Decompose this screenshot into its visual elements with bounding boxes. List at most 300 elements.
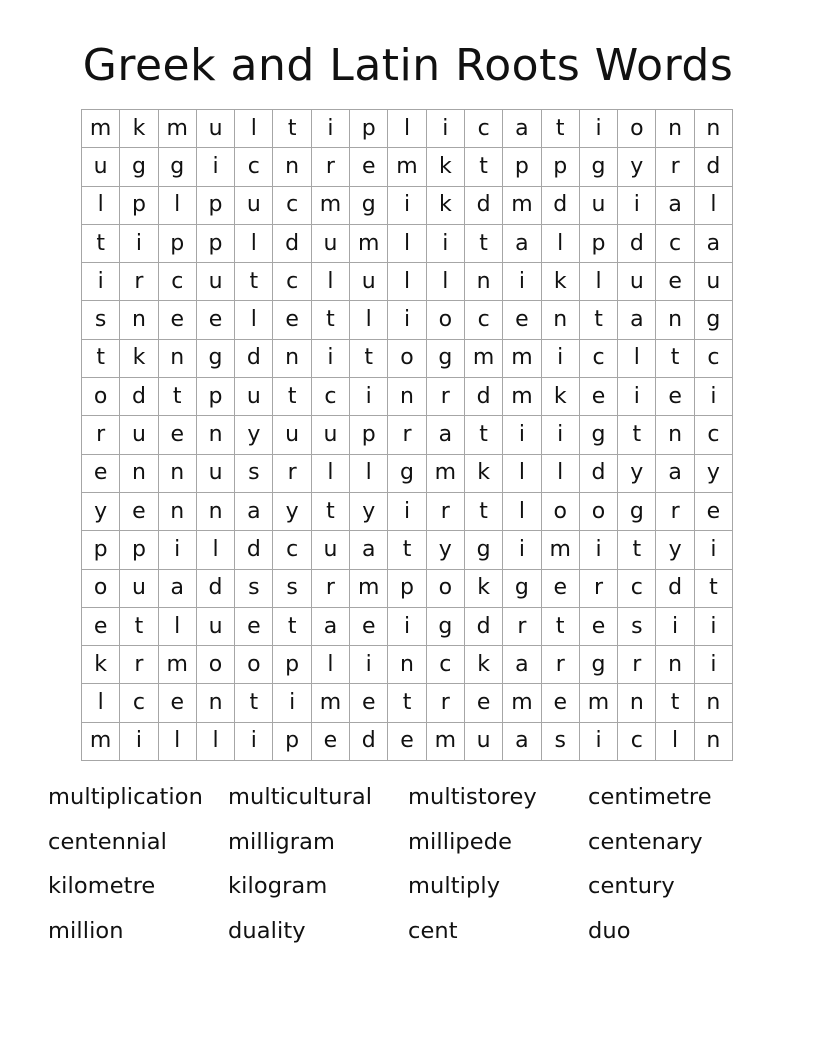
grid-cell[interactable]: r: [312, 570, 350, 608]
grid-cell[interactable]: t: [120, 608, 158, 646]
grid-cell[interactable]: d: [350, 723, 388, 761]
grid-cell[interactable]: g: [618, 493, 656, 531]
grid-cell[interactable]: r: [542, 646, 580, 684]
grid-cell[interactable]: c: [465, 301, 503, 339]
grid-cell[interactable]: i: [427, 110, 465, 148]
grid-cell[interactable]: o: [542, 493, 580, 531]
grid-cell[interactable]: d: [120, 378, 158, 416]
grid-cell[interactable]: i: [388, 608, 426, 646]
grid-cell[interactable]: m: [350, 225, 388, 263]
grid-cell[interactable]: u: [120, 570, 158, 608]
grid-cell[interactable]: d: [695, 148, 733, 186]
grid-cell[interactable]: n: [695, 110, 733, 148]
grid-cell[interactable]: m: [159, 646, 197, 684]
grid-cell[interactable]: o: [427, 301, 465, 339]
grid-cell[interactable]: e: [235, 608, 273, 646]
grid-cell[interactable]: o: [427, 570, 465, 608]
grid-cell[interactable]: d: [235, 531, 273, 569]
grid-cell[interactable]: t: [273, 110, 311, 148]
grid-cell[interactable]: i: [695, 531, 733, 569]
grid-cell[interactable]: l: [695, 187, 733, 225]
grid-cell[interactable]: d: [656, 570, 694, 608]
grid-cell[interactable]: l: [580, 263, 618, 301]
grid-cell[interactable]: r: [82, 416, 120, 454]
grid-cell[interactable]: i: [580, 531, 618, 569]
grid-cell[interactable]: i: [273, 684, 311, 722]
grid-cell[interactable]: l: [312, 646, 350, 684]
grid-cell[interactable]: l: [197, 531, 235, 569]
grid-cell[interactable]: c: [618, 570, 656, 608]
grid-cell[interactable]: o: [235, 646, 273, 684]
grid-cell[interactable]: p: [82, 531, 120, 569]
grid-cell[interactable]: k: [82, 646, 120, 684]
grid-cell[interactable]: n: [120, 455, 158, 493]
grid-cell[interactable]: a: [695, 225, 733, 263]
grid-cell[interactable]: p: [350, 110, 388, 148]
grid-cell[interactable]: e: [159, 416, 197, 454]
grid-cell[interactable]: k: [465, 646, 503, 684]
grid-cell[interactable]: p: [120, 187, 158, 225]
grid-cell[interactable]: i: [427, 225, 465, 263]
grid-cell[interactable]: a: [656, 187, 694, 225]
grid-cell[interactable]: t: [618, 416, 656, 454]
grid-cell[interactable]: e: [388, 723, 426, 761]
grid-cell[interactable]: e: [695, 493, 733, 531]
grid-cell[interactable]: u: [120, 416, 158, 454]
grid-cell[interactable]: k: [542, 263, 580, 301]
grid-cell[interactable]: i: [656, 608, 694, 646]
grid-cell[interactable]: c: [312, 378, 350, 416]
grid-cell[interactable]: g: [503, 570, 541, 608]
grid-cell[interactable]: n: [656, 646, 694, 684]
grid-cell[interactable]: t: [273, 378, 311, 416]
grid-cell[interactable]: e: [350, 148, 388, 186]
grid-cell[interactable]: i: [618, 187, 656, 225]
grid-cell[interactable]: c: [465, 110, 503, 148]
grid-cell[interactable]: n: [695, 723, 733, 761]
grid-cell[interactable]: n: [542, 301, 580, 339]
grid-cell[interactable]: p: [388, 570, 426, 608]
grid-cell[interactable]: c: [273, 263, 311, 301]
grid-cell[interactable]: d: [465, 378, 503, 416]
grid-cell[interactable]: t: [618, 531, 656, 569]
grid-cell[interactable]: g: [580, 148, 618, 186]
grid-cell[interactable]: t: [542, 608, 580, 646]
grid-cell[interactable]: r: [120, 263, 158, 301]
grid-cell[interactable]: a: [159, 570, 197, 608]
grid-cell[interactable]: i: [503, 263, 541, 301]
grid-cell[interactable]: u: [312, 416, 350, 454]
grid-cell[interactable]: l: [159, 187, 197, 225]
grid-cell[interactable]: n: [465, 263, 503, 301]
grid-cell[interactable]: d: [465, 187, 503, 225]
grid-cell[interactable]: e: [82, 455, 120, 493]
grid-cell[interactable]: u: [235, 187, 273, 225]
grid-cell[interactable]: n: [159, 340, 197, 378]
grid-cell[interactable]: i: [388, 187, 426, 225]
grid-cell[interactable]: m: [82, 723, 120, 761]
grid-cell[interactable]: t: [273, 608, 311, 646]
grid-cell[interactable]: m: [580, 684, 618, 722]
grid-cell[interactable]: e: [159, 684, 197, 722]
grid-cell[interactable]: o: [618, 110, 656, 148]
grid-cell[interactable]: y: [82, 493, 120, 531]
word-list-item: duo: [588, 917, 631, 944]
grid-cell[interactable]: e: [580, 378, 618, 416]
grid-cell[interactable]: t: [656, 684, 694, 722]
grid-cell[interactable]: e: [465, 684, 503, 722]
grid-cell[interactable]: p: [273, 646, 311, 684]
grid-cell[interactable]: g: [427, 340, 465, 378]
grid-cell[interactable]: e: [350, 608, 388, 646]
grid-cell[interactable]: p: [197, 187, 235, 225]
grid-cell[interactable]: l: [388, 263, 426, 301]
grid-cell[interactable]: a: [350, 531, 388, 569]
grid-cell[interactable]: p: [197, 225, 235, 263]
grid-cell[interactable]: i: [120, 225, 158, 263]
grid-cell[interactable]: u: [197, 608, 235, 646]
grid-cell[interactable]: a: [312, 608, 350, 646]
grid-cell[interactable]: d: [197, 570, 235, 608]
grid-cell[interactable]: l: [656, 723, 694, 761]
grid-cell[interactable]: n: [656, 301, 694, 339]
grid-cell[interactable]: c: [580, 340, 618, 378]
grid-cell[interactable]: i: [350, 646, 388, 684]
grid-cell[interactable]: e: [542, 570, 580, 608]
grid-cell[interactable]: l: [503, 493, 541, 531]
grid-cell[interactable]: i: [503, 416, 541, 454]
grid-cell[interactable]: c: [120, 684, 158, 722]
grid-cell[interactable]: p: [503, 148, 541, 186]
grid-cell[interactable]: m: [503, 684, 541, 722]
grid-cell[interactable]: l: [159, 608, 197, 646]
grid-cell[interactable]: g: [580, 416, 618, 454]
grid-cell[interactable]: p: [197, 378, 235, 416]
grid-cell[interactable]: i: [350, 378, 388, 416]
word-list-item: centennial: [48, 828, 167, 855]
grid-cell[interactable]: d: [235, 340, 273, 378]
grid-cell[interactable]: g: [427, 608, 465, 646]
grid-cell[interactable]: u: [197, 110, 235, 148]
grid-cell[interactable]: n: [656, 416, 694, 454]
grid-cell[interactable]: a: [427, 416, 465, 454]
grid-cell[interactable]: u: [580, 187, 618, 225]
grid-cell[interactable]: t: [465, 416, 503, 454]
word-list-item: kilometre: [48, 873, 156, 899]
grid-cell[interactable]: l: [197, 723, 235, 761]
grid-cell[interactable]: u: [273, 416, 311, 454]
grid-cell[interactable]: l: [542, 455, 580, 493]
grid-cell[interactable]: k: [427, 187, 465, 225]
grid-cell[interactable]: s: [273, 570, 311, 608]
grid-cell[interactable]: l: [503, 455, 541, 493]
grid-cell[interactable]: u: [695, 263, 733, 301]
grid-cell[interactable]: i: [197, 148, 235, 186]
grid-cell[interactable]: c: [159, 263, 197, 301]
grid-cell[interactable]: m: [82, 110, 120, 148]
grid-cell[interactable]: d: [542, 187, 580, 225]
grid-cell[interactable]: u: [197, 455, 235, 493]
grid-cell[interactable]: t: [465, 148, 503, 186]
grid-cell[interactable]: c: [656, 225, 694, 263]
grid-cell[interactable]: l: [618, 340, 656, 378]
grid-cell[interactable]: k: [120, 340, 158, 378]
grid-cell[interactable]: i: [312, 110, 350, 148]
grid-cell[interactable]: g: [580, 646, 618, 684]
grid-cell[interactable]: g: [197, 340, 235, 378]
grid-cell[interactable]: l: [312, 263, 350, 301]
grid-cell[interactable]: l: [235, 110, 273, 148]
grid-cell[interactable]: y: [427, 531, 465, 569]
grid-cell[interactable]: l: [312, 455, 350, 493]
grid-cell[interactable]: r: [503, 608, 541, 646]
grid-cell[interactable]: n: [273, 148, 311, 186]
grid-cell[interactable]: g: [159, 148, 197, 186]
grid-cell[interactable]: m: [542, 531, 580, 569]
grid-cell[interactable]: e: [580, 608, 618, 646]
grid-cell[interactable]: t: [465, 225, 503, 263]
grid-cell[interactable]: y: [656, 531, 694, 569]
grid-cell[interactable]: p: [273, 723, 311, 761]
grid-cell[interactable]: e: [350, 684, 388, 722]
grid-cell[interactable]: c: [273, 187, 311, 225]
word-list-item: centenary: [588, 828, 703, 855]
grid-cell[interactable]: l: [350, 301, 388, 339]
grid-cell[interactable]: n: [388, 378, 426, 416]
word-list-item: century: [588, 873, 675, 899]
grid-cell[interactable]: n: [197, 684, 235, 722]
grid-cell[interactable]: s: [82, 301, 120, 339]
grid-cell[interactable]: y: [350, 493, 388, 531]
grid-cell[interactable]: e: [120, 493, 158, 531]
grid-cell[interactable]: u: [82, 148, 120, 186]
grid-cell[interactable]: e: [273, 301, 311, 339]
grid-cell[interactable]: r: [427, 684, 465, 722]
grid-cell[interactable]: p: [580, 225, 618, 263]
grid-cell[interactable]: l: [350, 455, 388, 493]
grid-cell[interactable]: l: [82, 684, 120, 722]
grid-cell[interactable]: s: [618, 608, 656, 646]
grid-cell[interactable]: o: [82, 570, 120, 608]
grid-cell[interactable]: e: [503, 301, 541, 339]
grid-cell[interactable]: u: [197, 263, 235, 301]
grid-cell[interactable]: n: [159, 455, 197, 493]
grid-cell[interactable]: u: [312, 225, 350, 263]
grid-cell[interactable]: c: [695, 340, 733, 378]
grid-cell[interactable]: g: [465, 531, 503, 569]
grid-cell[interactable]: e: [197, 301, 235, 339]
grid-cell[interactable]: a: [618, 301, 656, 339]
grid-cell[interactable]: t: [159, 378, 197, 416]
word-list-item: multicultural: [228, 784, 373, 810]
grid-cell[interactable]: u: [618, 263, 656, 301]
grid-cell[interactable]: i: [580, 110, 618, 148]
grid-cell[interactable]: m: [312, 187, 350, 225]
grid-cell[interactable]: s: [542, 723, 580, 761]
grid-cell[interactable]: m: [159, 110, 197, 148]
grid-cell[interactable]: u: [465, 723, 503, 761]
grid-cell[interactable]: m: [350, 570, 388, 608]
grid-cell[interactable]: i: [388, 301, 426, 339]
grid-cell[interactable]: r: [656, 148, 694, 186]
grid-cell[interactable]: i: [542, 340, 580, 378]
grid-cell[interactable]: t: [695, 570, 733, 608]
puzzle-title: Greek and Latin Roots Words: [82, 40, 734, 91]
grid-cell[interactable]: l: [159, 723, 197, 761]
grid-cell[interactable]: m: [465, 340, 503, 378]
grid-cell[interactable]: r: [618, 646, 656, 684]
grid-cell[interactable]: l: [82, 187, 120, 225]
grid-cell[interactable]: n: [388, 646, 426, 684]
grid-cell[interactable]: l: [542, 225, 580, 263]
grid-cell[interactable]: i: [120, 723, 158, 761]
grid-cell[interactable]: i: [695, 646, 733, 684]
grid-cell[interactable]: k: [542, 378, 580, 416]
grid-cell[interactable]: n: [197, 416, 235, 454]
grid-cell[interactable]: u: [235, 378, 273, 416]
grid-cell[interactable]: k: [465, 570, 503, 608]
grid-cell[interactable]: t: [235, 263, 273, 301]
grid-cell[interactable]: d: [273, 225, 311, 263]
grid-cell[interactable]: t: [388, 531, 426, 569]
word-list-item: millipede: [408, 828, 513, 855]
grid-cell[interactable]: l: [235, 225, 273, 263]
grid-cell[interactable]: l: [235, 301, 273, 339]
grid-cell[interactable]: a: [235, 493, 273, 531]
grid-cell[interactable]: m: [427, 723, 465, 761]
grid-cell[interactable]: r: [427, 493, 465, 531]
grid-cell[interactable]: t: [312, 301, 350, 339]
grid-cell[interactable]: p: [159, 225, 197, 263]
grid-cell[interactable]: r: [312, 148, 350, 186]
grid-cell[interactable]: i: [82, 263, 120, 301]
grid-cell[interactable]: m: [388, 148, 426, 186]
grid-cell[interactable]: c: [427, 646, 465, 684]
grid-cell[interactable]: y: [618, 148, 656, 186]
grid-cell[interactable]: p: [350, 416, 388, 454]
grid-cell[interactable]: t: [82, 225, 120, 263]
grid-cell[interactable]: a: [503, 723, 541, 761]
grid-cell[interactable]: n: [618, 684, 656, 722]
grid-cell[interactable]: t: [580, 301, 618, 339]
grid-cell[interactable]: c: [695, 416, 733, 454]
grid-cell[interactable]: o: [197, 646, 235, 684]
grid-cell[interactable]: d: [618, 225, 656, 263]
grid-cell[interactable]: e: [656, 263, 694, 301]
grid-cell[interactable]: i: [542, 416, 580, 454]
grid-cell[interactable]: k: [427, 148, 465, 186]
grid-cell[interactable]: y: [695, 455, 733, 493]
word-list-item: duality: [228, 917, 306, 944]
grid-cell[interactable]: o: [580, 493, 618, 531]
grid-cell[interactable]: t: [465, 493, 503, 531]
letter-grid[interactable]: [81, 109, 733, 761]
grid-cell[interactable]: s: [235, 455, 273, 493]
grid-cell[interactable]: t: [312, 493, 350, 531]
grid-cell[interactable]: n: [695, 684, 733, 722]
grid-cell[interactable]: m: [503, 187, 541, 225]
grid-cell[interactable]: a: [503, 646, 541, 684]
grid-cell[interactable]: i: [235, 723, 273, 761]
grid-cell[interactable]: e: [159, 301, 197, 339]
grid-cell[interactable]: i: [695, 608, 733, 646]
grid-cell[interactable]: r: [120, 646, 158, 684]
grid-cell[interactable]: i: [312, 340, 350, 378]
grid-cell[interactable]: i: [580, 723, 618, 761]
grid-cell[interactable]: e: [312, 723, 350, 761]
grid-cell[interactable]: y: [273, 493, 311, 531]
grid-cell[interactable]: r: [580, 570, 618, 608]
grid-cell[interactable]: n: [656, 110, 694, 148]
grid-cell[interactable]: n: [197, 493, 235, 531]
grid-cell[interactable]: i: [159, 531, 197, 569]
grid-cell[interactable]: l: [427, 263, 465, 301]
grid-cell[interactable]: m: [312, 684, 350, 722]
grid-cell[interactable]: e: [656, 378, 694, 416]
grid-cell[interactable]: i: [695, 378, 733, 416]
grid-cell[interactable]: a: [503, 225, 541, 263]
grid-cell[interactable]: d: [580, 455, 618, 493]
grid-cell[interactable]: i: [503, 531, 541, 569]
grid-cell[interactable]: n: [273, 340, 311, 378]
grid-cell[interactable]: y: [235, 416, 273, 454]
grid-cell[interactable]: t: [82, 340, 120, 378]
grid-cell[interactable]: g: [120, 148, 158, 186]
grid-cell[interactable]: a: [503, 110, 541, 148]
grid-cell[interactable]: t: [235, 684, 273, 722]
grid-cell[interactable]: t: [542, 110, 580, 148]
grid-cell[interactable]: r: [427, 378, 465, 416]
grid-cell[interactable]: a: [656, 455, 694, 493]
grid-cell[interactable]: o: [82, 378, 120, 416]
grid-cell[interactable]: i: [388, 493, 426, 531]
grid-cell[interactable]: u: [312, 531, 350, 569]
grid-cell[interactable]: l: [388, 225, 426, 263]
grid-cell[interactable]: u: [350, 263, 388, 301]
grid-cell[interactable]: c: [235, 148, 273, 186]
grid-cell[interactable]: r: [388, 416, 426, 454]
grid-cell[interactable]: k: [465, 455, 503, 493]
grid-cell[interactable]: m: [427, 455, 465, 493]
grid-cell[interactable]: t: [388, 684, 426, 722]
grid-cell[interactable]: m: [503, 378, 541, 416]
grid-cell[interactable]: r: [656, 493, 694, 531]
grid-cell[interactable]: t: [656, 340, 694, 378]
grid-cell[interactable]: k: [120, 110, 158, 148]
grid-cell[interactable]: c: [273, 531, 311, 569]
grid-cell[interactable]: n: [159, 493, 197, 531]
grid-cell[interactable]: m: [503, 340, 541, 378]
grid-cell[interactable]: l: [388, 110, 426, 148]
grid-cell[interactable]: g: [695, 301, 733, 339]
grid-cell[interactable]: e: [82, 608, 120, 646]
grid-cell[interactable]: p: [542, 148, 580, 186]
grid-cell[interactable]: c: [618, 723, 656, 761]
grid-cell[interactable]: i: [618, 378, 656, 416]
grid-cell[interactable]: r: [273, 455, 311, 493]
grid-cell[interactable]: s: [235, 570, 273, 608]
grid-cell[interactable]: g: [388, 455, 426, 493]
grid-cell[interactable]: y: [618, 455, 656, 493]
grid-cell[interactable]: g: [350, 187, 388, 225]
grid-cell[interactable]: e: [542, 684, 580, 722]
grid-cell[interactable]: d: [465, 608, 503, 646]
grid-cell[interactable]: o: [388, 340, 426, 378]
grid-cell[interactable]: t: [350, 340, 388, 378]
grid-cell[interactable]: p: [120, 531, 158, 569]
grid-cell[interactable]: n: [120, 301, 158, 339]
word-list-item: million: [48, 917, 124, 944]
